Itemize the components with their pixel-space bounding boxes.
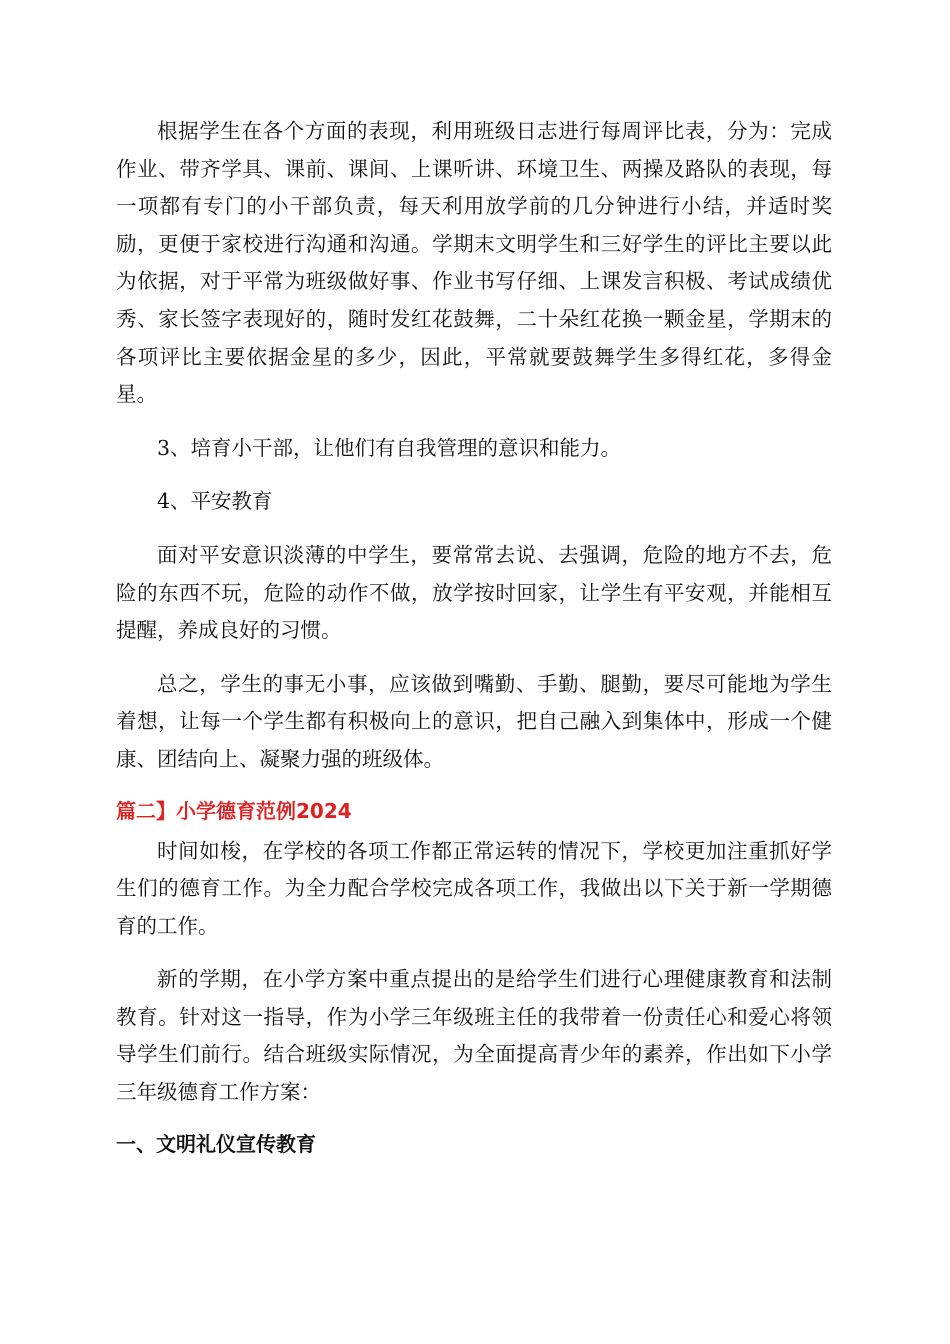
paragraph-summary: 总之，学生的事无小事，应该做到嘴勤、手勤、腿勤，要尽可能地为学生着想，让每一个学生都有积极向上的意识，把自己融入到集体中，形成一个健康、团结向上、凝聚力强的班级体。	[116, 671, 832, 771]
paragraph-safety: 面对平安意识淡薄的中学生，要常常去说、去强调，危险的地方不去，危险的东西不玩，危险的动作不做，放学按时回家，让学生有平安观，并能相互提醒，养成良好的习惯。	[116, 542, 832, 643]
document-body	[116, 113, 832, 1159]
paragraph-evaluation: 根据学生在各个方面的表现，利用班级日志进行每周评比表，分为：完成作业、带齐学具、课前、课间、上课听讲、环境卫生、两操及路队的表现，每一项都有专门的小干部负责，每天利用放学前的几分钟进行小结，并适时奖励，更便于家校进行沟通和沟通。学期末文明学生和三好学生的评比主要以此为依据，对于平常为班级做好事、作业书写仔细、上课发言积极、考试成绩优秀、家长签字表现好的，随时发红花鼓舞，二十朵红花换一颗金星，学期末的各项评比主要依据金星的多少，因此，平常就要鼓舞学生多得红花，多得金星。	[116, 119, 832, 407]
paragraph-plan: 新的学期，在小学方案中重点提出的是给学生们进行心理健康教育和法制教育。针对这一指导，作为小学三年级班主任的我带着一份责任心和爱心将领导学生们前行。结合班级实际情况，为全面提高青少年的素养，作出如下小学三年级德育工作方案：	[116, 967, 832, 1105]
subheading: 一、文明礼仪宣传教育	[116, 1131, 316, 1156]
paragraph-item-3: 3、培育小干部，让他们有自我管理的意识和能力。	[157, 435, 622, 460]
paragraph-intro: 时间如梭，在学校的各项工作都正常运转的情况下，学校更加注重抓好学生们的德育工作。为全力配合学校完成各项工作，我做出以下关于新一学期德育的工作。	[116, 838, 832, 938]
section-heading: 篇二】小学德育范例2024	[116, 798, 352, 823]
paragraph-item-4: 4、平安教育	[157, 489, 273, 514]
